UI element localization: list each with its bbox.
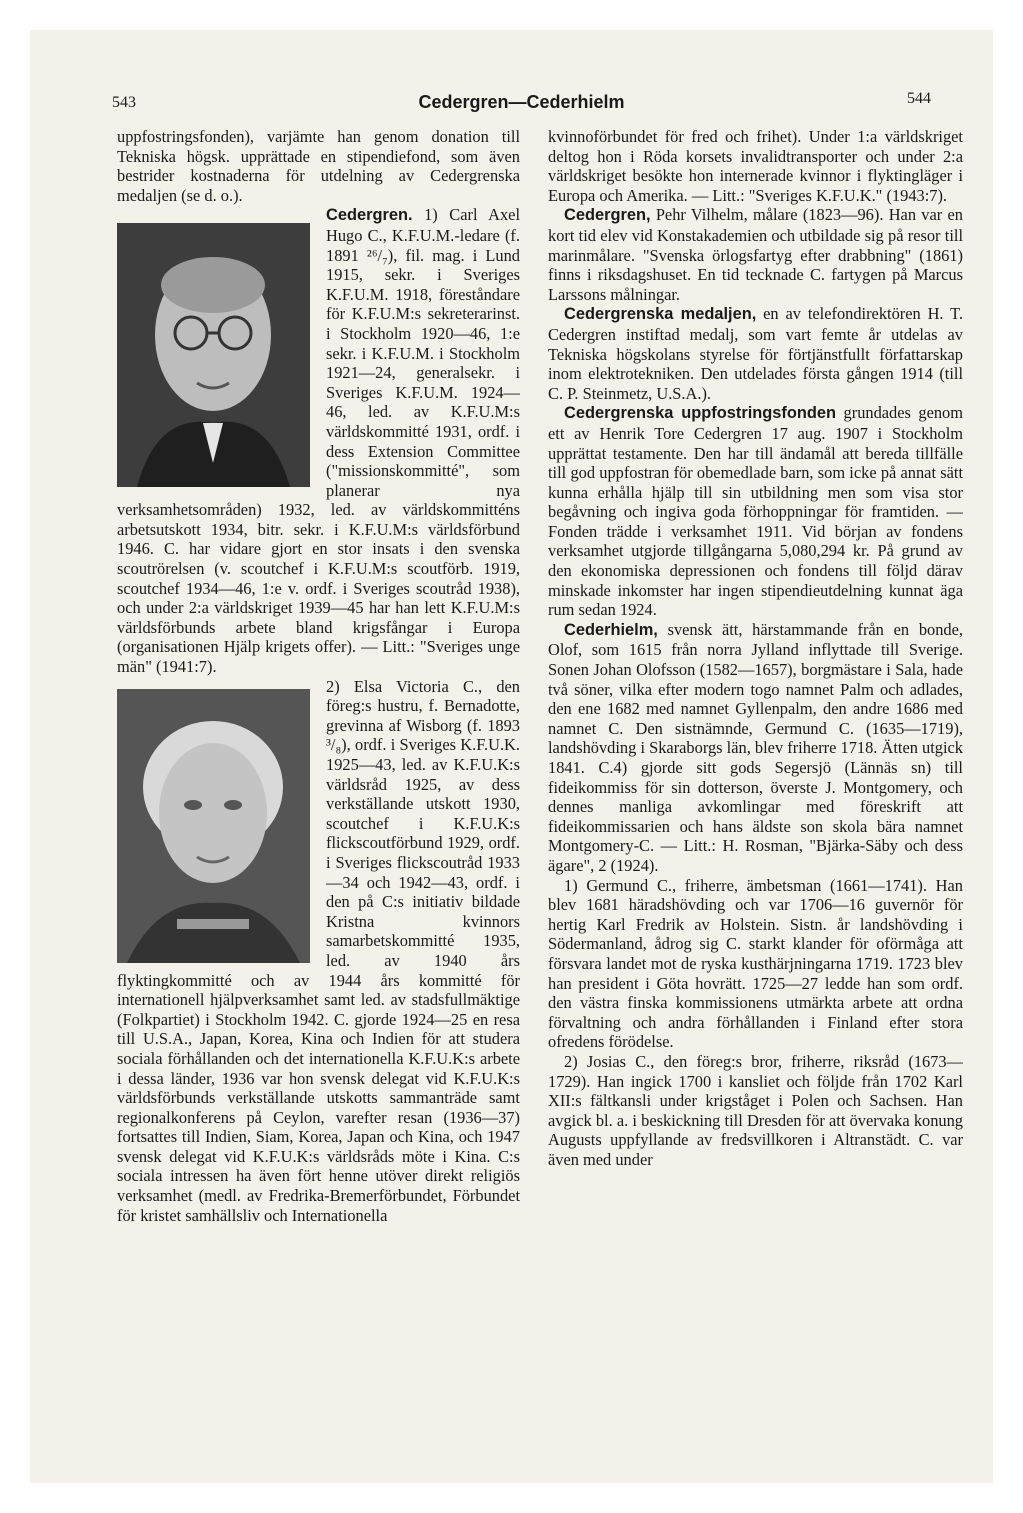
entry-text: 2) Elsa Victoria C., den föreg:s hustru, f. Bernadotte, grevinna af Wisborg (f. 1893 ³/₈), ordf. i Sveriges K.F.U.K. 1925—43, led. av K.F.U.K:s världsråd 1925, av dess verkställande utskott 1930, scoutchef i K.F.U.K:s flickscoutförbund 1929, ordf. i Sveriges flickscoutråd 1933—34 och 1942—43, ordf. i den på C:s initiativ bildade Kristna kvinnors samarbetskommitté 1935, led. av 1940 års flyktingkommitté och av 1944 års kommitté för internationell hjälpverksamhet samt led. av stadsfullmäktige (Folkpartiet) i Stockholm 1942. C. gjorde 1924—25 en resa till U.S.A., Japan, Korea, Kina och Indien för att studera sociala förhållanden och det internationella K.F.U.K:s arbete i dessa länder, 1936 var hon svensk delegat vid K.F.U.K:s världsförbunds verkställande utskotts sammanträde samt regionalkonferens på Ceylon, varefter resan (1936—37) fortsattes till Indien, Siam, Korea, Japan och Kina, och 1947 svensk delegat vid K.F.U.K:s världsråds möte i Kina. C:s sociala intressen ha även fört henne utöver direkt religiös verksamhet (medl. av Fredrika-Bremerförbundet, Förbundet för kristet samhällsliv och Internationella	[117, 676, 520, 1225]
headword: Cederhielm,	[564, 620, 658, 639]
portrait-photo-elsa-victoria	[117, 689, 310, 963]
entry-text: grundades genom ett av Henrik Tore Cedergren 17 aug. 1907 i Stockholm upprättat testamente. Den har till ändamål att bereda tillfälle till god uppfostran för obemedlade barn, som icke på annat sätt kunna erhålla hjälp till sin utbildning men som visa stor begåvning och ingiva goda förhoppningar för framtiden. — Fonden trädde i verksamhet 1911. Vid början av fondens verksamhet utgjorde tillgångarna 5,080,294 kr. På grund av den ekonomiska depressionen och fondens till följd därav minskade inkomster har ingen stipendieutdelning kunnat äga rum sedan 1924.	[548, 403, 963, 620]
paragraph: uppfostringsfonden), varjämte han genom donation till Tekniska högsk. upprättade en stipendiefond, som även bestrider kostnaderna för utdelning av Cedergrenska medaljen (se d. o.).	[117, 127, 520, 205]
entry-text: en av telefondirektören H. T. Cedergren instiftad medalj, som vart femte år utdelas av Tekniska högskolans styrelse för förtjänstfullt författarskap inom elektrotekniken. Den utdelades första gången 1914 (till C. P. Steinmetz, U.S.A.).	[548, 304, 963, 403]
document-page	[30, 30, 993, 1483]
entry-cedergrenska-medaljen	[548, 304, 963, 403]
headword: Cedergrenska medaljen,	[564, 305, 757, 324]
portrait-photo-carl-axel-hugo	[117, 223, 310, 487]
left-column	[117, 127, 520, 1447]
headword: Cedergren.	[326, 206, 413, 225]
entry-pehr-vilhelm	[548, 205, 963, 304]
page-header	[112, 92, 931, 118]
entry-uppfostringsfonden	[548, 403, 963, 620]
page-number-right: 544	[907, 90, 931, 107]
entry-cederhielm	[548, 620, 963, 876]
running-title: Cedergren—Cederhielm	[418, 92, 625, 112]
right-column	[548, 127, 963, 1447]
entry-text: svensk ätt, härstammande från en bonde, Olof, som 1615 från norra Jylland inflyttade till Sverige. Sonen Johan Olofsson (1582—1657), borgmästare i Sala, hade två söner, vilka efter modern togo namnet Palm och adlades, den ene 1682 med namnet Gyllenpalm, den andre 1686 med namnet C. Den sistnämnde, Germund C. (1635—1719), landshövding i Skaraborgs län, blev friherre 1718. Ätten utgick 1841. C.4) gjorde sitt gods Segersjö (Lännäs sn) till fideikommiss för sin dotterson, överste J. Montgomery, och dennes manliga avkomlingar med föreskrift att fideikommissarien och hans äldste son skola bära namnet Montgomery-C. — Litt.: H. Rosman, "Bjärka-Säby och dess ägare", 2 (1924).	[548, 619, 963, 875]
entry-josias: 2) Josias C., den föreg:s bror, friherre, riksråd (1673—1729). Han ingick 1700 i kansliet och följde från 1702 Karl XII:s fältkansli under krigståget i Polen och Sachsen. Han avgick bl. a. i beskickning till Dresden för att övervaka konung Augusts uppfyllande av fredsvillkoren i Altranstädt. C. var även med under	[548, 1051, 963, 1169]
headword: Cedergrenska uppfostringsfonden	[564, 404, 837, 423]
entry-text: Pehr Vilhelm, målare (1823—96). Han var en kort tid elev vid Konstakademien och utbildade sig på resor till marinmålare. "Svenska örlogsfartyg efter drabbning" (1861) finns i riksdagshuset. En tid tecknade C. fartygen på Marcus Larssons målningar.	[548, 205, 963, 304]
entry-germund: 1) Germund C., friherre, ämbetsman (1661—1741). Han blev 1681 häradshövding och var 1706—16 guvernör för hertig Karl Fredrik av Holstein. Sistn. år landshövding i Södermanland, ådrog sig C. starkt klander för oförmåga att försvara landet mot de ryska kusthärjningarna 1719. 1723 blev han president i Göta hovrätt. 1725—27 ledde han som ordf. den västra finska kommissionens utmärkta arbete att ordna förvaltning och andra förhållanden i Finland efter stora ofredens förödelse.	[548, 875, 963, 1052]
headword: Cedergren,	[564, 206, 651, 225]
page-number-left: 543	[112, 94, 136, 111]
entry-text: 1) Carl Axel Hugo C., K.F.U.M.-ledare (f. 1891 ²⁶/₇), fil. mag. i Lund 1915, sekr. i Sveriges K.F.U.M. 1918, föreståndare för K.F.U.M:s sekreterarinst. i Stockholm 1920—46, 1:e sekr. i K.F.U.M. i Stockholm 1921—24, generalsekr. i Sveriges K.F.U.M. 1924—46, led. av K.F.U.M:s världskommitté 1931, ordf. i dess Extension Committee ("missionskommitté", som planerar nya verksamhetsområden) 1932, led. av världskommitténs arbetsutskott 1934, bitr. sekr. i K.F.U.M:s världsförbund 1946. C. har vidare gjort en stor insats i den svenska scoutrörelsen (v. scoutchef i K.F.U.M:s scoutförb. 1919, scoutchef 1934—46, 1:e v. ordf. i Sveriges scoutråd 1938), och under 2:a världskriget 1939—45 har han lett K.F.U.M:s världsförbunds arbete bland krigsfångar i Europa (organisationen Hjälp krigets offer). — Litt.: "Sveriges unge män" (1941:7).	[117, 205, 520, 677]
paragraph: kvinnoförbundet för fred och frihet). Under 1:a världskriget deltog hon i Röda korsets invalidtransporter och under 2:a världskriget besökte hon internerade kvinnor i flyktingläger i Europa och Amerika. — Litt.: "Sveriges K.F.U.K." (1943:7).	[548, 127, 963, 205]
